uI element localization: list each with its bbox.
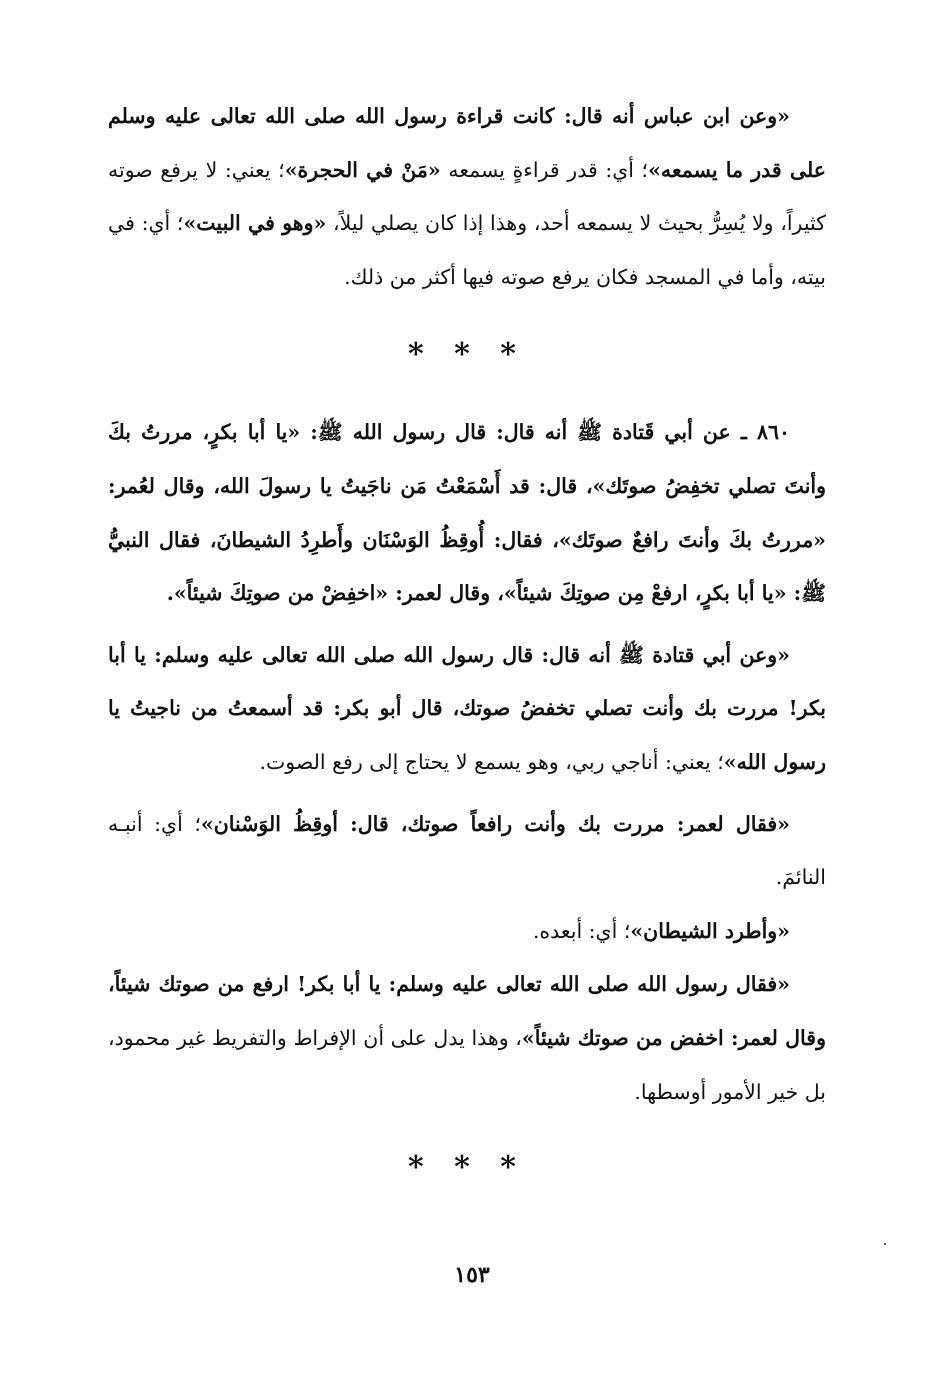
quoted-hadith-text: «وأطرد الشيطان» [630,918,790,943]
quoted-hadith-text: «وعن أبي قتادة ﷺ أنه قال: قال رسول الله صلى الله تعالى عليه وسلم: يا أبا بكر! مررت بك وأنت تصلي تخفضُ صوتك، قال أبو بكر: قد أسمعتُ من ناجيتُ يا رسول الله» [108,642,826,774]
quoted-hadith-text: «فقال رسول الله صلى الله تعالى عليه وسلم: يا أبا بكر! ارفع من صوتك شيئاً، وقال لعمر: اخفض من صوتك شيئاً» [108,972,826,1050]
commentary-text: ؛ يعني: أناجي ربي، وهو يسمع لا يحتاج إلى رفع الصوت. [259,749,724,774]
paragraph-commentary-conclusion [108,958,826,1119]
paragraph-commentary-abu-qatada [108,629,826,790]
section-separator: * * * [408,1150,526,1186]
commentary-text: ؛ أي: في بيته، وأما في المسجد فكان يرفع صوته فيها أكثر من ذلك. [108,211,826,289]
page-number: ١٥٣ [454,1262,490,1288]
quoted-hadith-text: «وهو في البيت» [183,211,327,236]
quoted-hadith-text: «وعن ابن عباس أنه قال: كانت قراءة رسول الله صلى الله تعالى عليه وسلم على قدر ما يسمعه» [108,104,826,182]
commentary-text: ؛ أي: أنبـه النائمَ. [108,811,826,890]
paragraph-commentary-umar [108,798,826,905]
section-separator: * * * [408,337,526,373]
hadith-text: ٨٦٠ ـ عن أبي قَتادة ﷺ أنه قال: قال رسول الله ﷺ: «يا أبا بكرٍ، مررتُ بكَ وأنتَ تصلي تخفِضُ صوتَك»، قال: قد أَسْمَعْتُ مَن ناجَيتُ يا رسولَ الله، وقال لعُمر: «مررتُ بكَ وأنتَ رافعٌ صوتَك»، فقال: أُوقِظُ الوَسْنَان وأَطرِدُ الشيطانَ، فقال النبيُّ ﷺ: «يا أبا بكرٍ، ارفعْ مِن صوتِكَ شيئاً»، وقال لعمر: «اخفِضْ من صوتِكَ شيئاً». [108,420,826,606]
commentary-text: ؛ أي: أبعده. [532,918,631,943]
paragraph-commentary-ibn-abbas [108,90,826,304]
commentary-text: ، وهذا يدل على أن الإفراط والتفريط غير محمود، بل خير الأمور أوسطها. [108,1025,826,1104]
commentary-text: ؛ يعني: لا يرفع صوته كثيراً، ولا يُسِرُّ بحيث لا يسمعه أحد، وهذا إذا كان يصلي ليلاً، [108,157,826,236]
scan-speck [884,1243,886,1245]
paragraph-hadith-860 [108,406,826,620]
quoted-hadith-text: «فقال لعمر: مررت بك وأنت رافعاً صوتك، قال: أوقِظُ الوَسْنان» [200,811,790,836]
paragraph-commentary-shaytan [108,905,826,959]
quoted-hadith-text: «مَنْ في الحجرة» [284,157,441,182]
commentary-text: ؛ أي: قدر قراءةٍ يسمعه [440,157,649,182]
